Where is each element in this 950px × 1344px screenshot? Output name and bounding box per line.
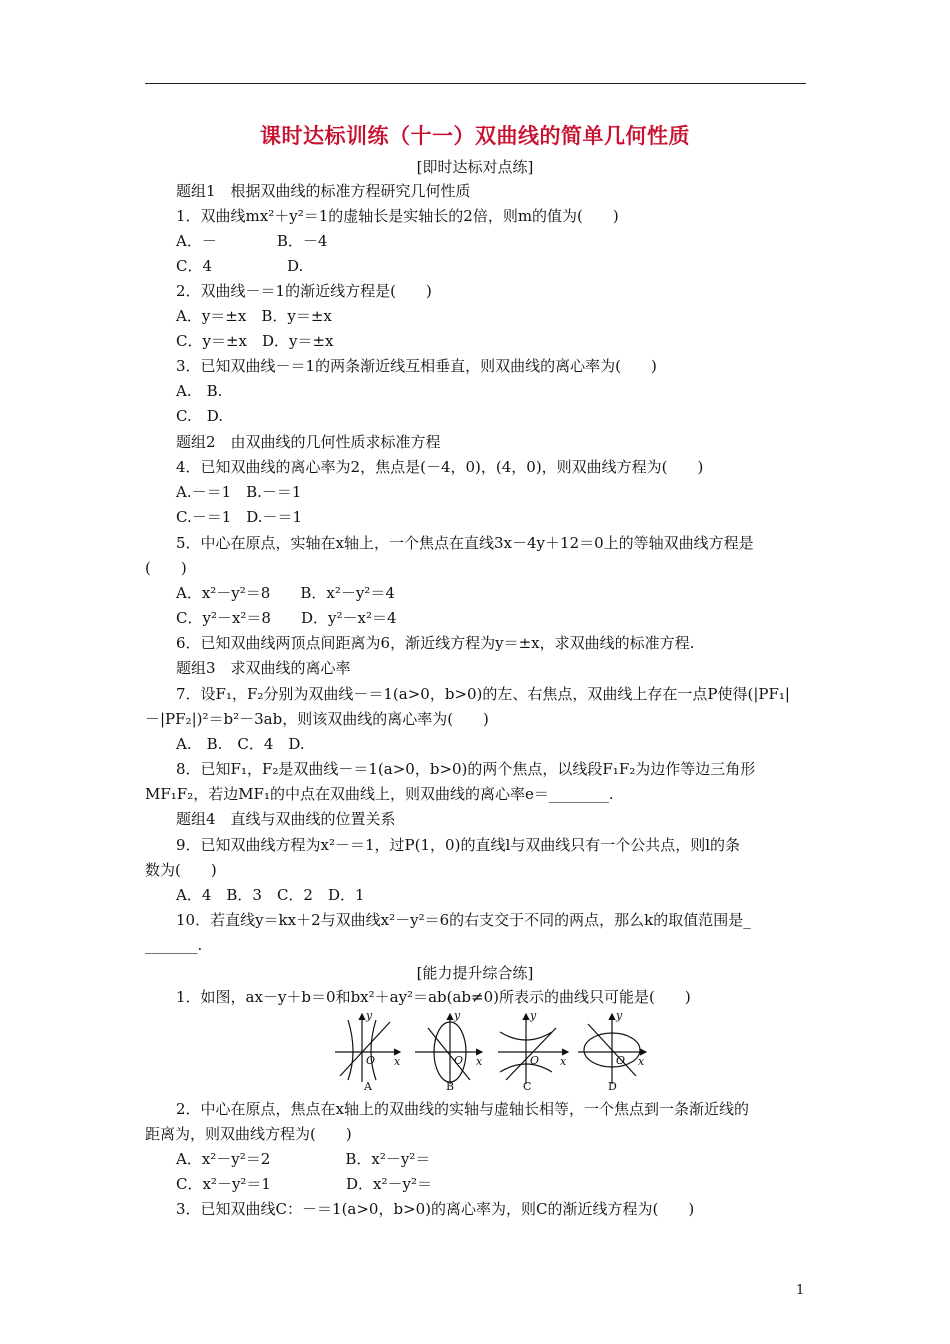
question-9-line-2: 数为( ) — [145, 861, 217, 879]
fig-label-a: A — [364, 1080, 372, 1092]
fig-a-x-label: x — [394, 1055, 401, 1068]
problem-3: 3．已知双曲线C：－＝1(a>0，b>0)的离心率为，则C的渐近线方程为( ) — [176, 1200, 695, 1218]
question-6: 6．已知双曲线两顶点间距离为6，渐近线方程为y＝±x，求双曲线的标准方程. — [176, 634, 695, 652]
problem-2-options-cd: C．x²－y²＝1 D．x²－y²＝ — [176, 1175, 432, 1193]
question-1: 1．双曲线mx²＋y²＝1的虚轴长是实轴长的2倍，则m的值为( ) — [176, 207, 619, 225]
fig-b-y-label: y — [454, 1010, 461, 1022]
group-heading-3: 题组3 求双曲线的离心率 — [176, 659, 351, 677]
fig-d-x-label: x — [638, 1055, 645, 1068]
question-5-options-ab: A．x²－y²＝8 B．x²－y²＝4 — [176, 584, 395, 602]
problem-2-options-ab: A．x²－y²＝2 B．x²－y²＝ — [176, 1150, 431, 1168]
section-heading-2: [能力提升综合练] — [416, 964, 534, 982]
question-9-line-1: 9．已知双曲线方程为x²－＝1，过P(1，0)的直线l与双曲线只有一个公共点，则l的条 — [176, 836, 741, 854]
question-8-line-1: 8．已知F₁，F₂是双曲线－＝1(a>0，b>0)的两个焦点，以线段F₁F₂为边作等边三角形 — [176, 760, 756, 778]
question-2-options-cd: C．y＝±x D．y＝±x — [176, 332, 334, 350]
group-heading-1: 题组1 根据双曲线的标准方程研究几何性质 — [176, 182, 471, 200]
question-7-options: A. B. C．4 D. — [176, 735, 305, 753]
problem-1-figure — [330, 1010, 650, 1092]
figure-panel-c — [498, 1014, 568, 1084]
question-3-options-cd: C. D. — [176, 407, 223, 425]
question-7-line-2: －|PF₂|)²＝b²－3ab，则该双曲线的离心率为( ) — [145, 710, 489, 728]
question-8-line-2: MF₁F₂，若边MF₁的中点在双曲线上，则双曲线的离心率e＝________. — [145, 785, 614, 803]
question-1-options-cd: C．4 D. — [176, 257, 304, 275]
fig-label-c: C — [523, 1080, 532, 1092]
page-title: 课时达标训练（十一）双曲线的简单几何性质 — [260, 123, 690, 148]
question-3: 3．已知双曲线－＝1的两条渐近线互相垂直，则双曲线的离心率为( ) — [176, 357, 657, 375]
problem-2-line-1: 2．中心在原点，焦点在x轴上的双曲线的实轴与虚轴长相等，一个焦点到一条渐近线的 — [176, 1100, 750, 1118]
fig-label-d: D — [608, 1080, 617, 1092]
question-10-line-1: 10．若直线y＝kx＋2与双曲线x²－y²＝6的右支交于不同的两点，那么k的取值范围是_ — [176, 911, 751, 929]
question-2-options-ab: A．y＝±x B．y＝±x — [176, 307, 332, 325]
fig-d-y-label: y — [616, 1010, 623, 1022]
question-5-line-1: 5．中心在原点，实轴在x轴上，一个焦点在直线3x－4y＋12＝0上的等轴双曲线方程是 — [176, 534, 754, 552]
fig-c-x-label: x — [560, 1055, 567, 1068]
question-4: 4．已知双曲线的离心率为2，焦点是(－4，0)，(4，0)，则双曲线方程为( ) — [176, 458, 704, 476]
fig-c-origin: O — [530, 1054, 540, 1067]
problem-2-line-2: 距离为，则双曲线方程为( ) — [145, 1125, 352, 1143]
section-heading-1: [即时达标对点练] — [416, 158, 534, 176]
figure-panel-d — [578, 1014, 646, 1084]
header-rule — [145, 83, 806, 84]
figure-panel-b — [415, 1014, 482, 1084]
question-5-options-cd: C．y²－x²＝8 D．y²－x²＝4 — [176, 609, 397, 627]
question-7-line-1: 7．设F₁，F₂分别为双曲线－＝1(a>0，b>0)的左、右焦点，双曲线上存在一点P使得(|PF₁| — [176, 685, 790, 703]
fig-a-origin: O — [366, 1054, 376, 1067]
question-1-options-ab: A．－ B．－4 — [176, 232, 328, 250]
page-number: 1 — [796, 1283, 805, 1298]
fig-b-origin: O — [454, 1054, 464, 1067]
fig-c-y-label: y — [530, 1010, 537, 1022]
group-heading-4: 题组4 直线与双曲线的位置关系 — [176, 810, 396, 828]
figure-panel-a — [335, 1014, 400, 1082]
group-heading-2: 题组2 由双曲线的几何性质求标准方程 — [176, 433, 441, 451]
fig-label-b: B — [446, 1080, 455, 1092]
fig-b-x-label: x — [476, 1055, 483, 1068]
question-5-line-2: ( ) — [145, 559, 187, 577]
question-9-options: A．4 B．3 C．2 D．1 — [176, 886, 365, 904]
problem-1: 1．如图，ax－y＋b＝0和bx²＋ay²＝ab(ab≠0)所表示的曲线只可能是( ) — [176, 988, 691, 1006]
fig-d-origin: O — [616, 1054, 626, 1067]
question-3-options-ab: A. B. — [176, 382, 223, 400]
question-4-options-cd: C.－＝1 D.－＝1 — [176, 508, 303, 526]
question-4-options-ab: A.－＝1 B.－＝1 — [176, 483, 302, 501]
question-10-line-2: _______. — [145, 936, 203, 954]
fig-a-y-label: y — [366, 1010, 373, 1022]
question-2: 2．双曲线－＝1的渐近线方程是( ) — [176, 282, 432, 300]
